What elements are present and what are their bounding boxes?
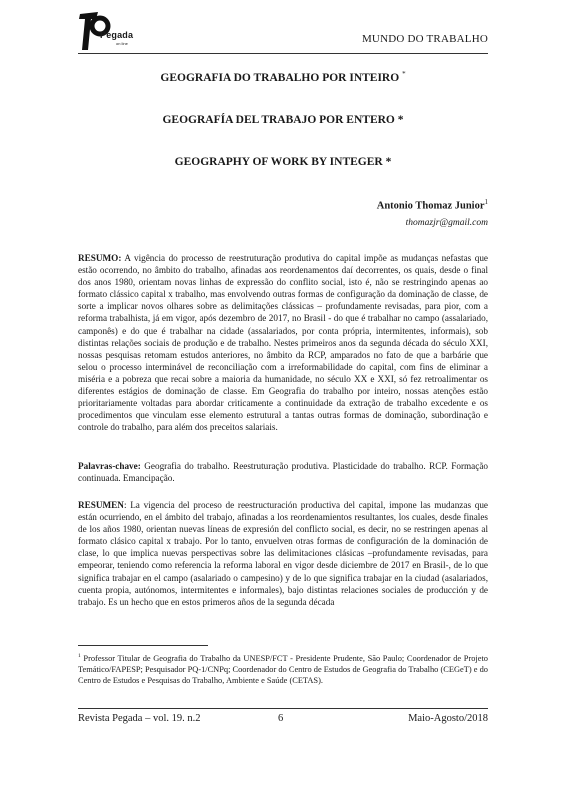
footnote-mark: 1: [78, 653, 81, 659]
logo-name: Pegada: [100, 30, 134, 40]
resumen-label: RESUMEN: [78, 500, 124, 510]
author-email: thomazjr@gmail.com: [405, 218, 488, 228]
title-asterisk: *: [402, 70, 406, 78]
resumen-text: : La vigencia del proceso de reestructuración productiva del capital, impone las mudanzas que están ocurriendo, en el ámbito del trabajo, afinadas a los reordenamientos resultantes, los cuales, desde finales de los años 1980, orientan nuevas líneas de expresión del conflicto social, es decir, no se restringen apenas al formato clásico capital x trabajo. Por lo tanto, envuelven otras formas de configuración de la dominación de clase, lo que implica nuevas perspectivas sobre las delimitaciones clásicas –profundamente revisadas, para empeorar, teniendo como referencia la reforma laboral en vigor desde diciembre de 2017 en Brasil-, de lo que significa trabajar en el campo (asalariado o campesino) y de lo que significa trabajar en la ciudad (asalariados, cuenta propia, autónomos, intermitentes e informales), bajo distintas relaciones sociales de producción y de trabajo. Es un hecho que en estos primeros años de la segunda década: [78, 500, 488, 607]
title-spanish: GEOGRAFÍA DEL TRABAJO POR ENTERO *: [162, 114, 404, 126]
author-name: [377, 198, 488, 212]
footnote-divider: [78, 645, 208, 646]
page-footer: [78, 713, 488, 729]
footer-date: Maio-Agosto/2018: [408, 713, 488, 724]
title-portuguese-text: GEOGRAFIA DO TRABALHO POR INTEIRO: [160, 71, 400, 84]
abstract-spanish: [78, 499, 488, 608]
footer-divider: [78, 708, 488, 709]
author-name-text: Antonio Thomaz Junior: [376, 200, 485, 212]
pegada-logo: [78, 10, 148, 52]
keywords-label: Palavras-chave:: [78, 461, 141, 471]
abstract-label: RESUMO:: [78, 253, 122, 263]
keywords: [78, 460, 488, 484]
footnote-text: Professor Titular de Geografia do Trabalho da UNESP/FCT - Presidente Prudente, São Paulo; Coordenador de Projeto Temático/FAPESP; Pesquisador PQ-1/CNPq; Coordenador do Centro de Estudos de Geografia do Trabalho (CEGeT) e do Centro de Estudos e Pesquisas do Trabalho, Ambiente e Saúde (CETAS).: [78, 653, 488, 685]
page-header: [78, 10, 488, 52]
footer-journal: Revista Pegada – vol. 19. n.2: [78, 713, 201, 724]
footer-page-number: 6: [278, 713, 284, 724]
abstract-portuguese: [78, 252, 488, 433]
footnote: [78, 651, 488, 686]
title-english: GEOGRAPHY OF WORK BY INTEGER *: [174, 156, 392, 168]
logo-subtitle: on line: [116, 41, 128, 46]
running-head: MUNDO DO TRABALHO: [361, 33, 488, 45]
title-portuguese: [78, 70, 488, 84]
author-footnote-mark: 1: [484, 198, 488, 206]
header-divider: [78, 53, 488, 54]
abstract-text: A vigência do processo de reestruturação produtiva do capital impõe as mudanças nefastas que estão ocorrendo, no âmbito do trabalho, afinadas aos reordenamentos daí decorrentes, os quais, desde o final dos anos 1980, orientam novas linhas de expressão do conflito social, isto é, não se restringindo apenas ao formato clássico capital x trabalho, mas envolvendo outras formas de configuração da dominação de classe, de sorte a implicar novos olhares sobre as delimitações clássicas – profundamente revisadas, para pior, com a reforma trabalhista, já em vigor, após dezembro de 2017, no Brasil - do que é trabalhar no campo (assalariado, camponês) e do que é trabalhar na cidade (assalariados, por conta própria, intermitentes, informais), sob distintas relações sociais de produção e de trabalho. Nestes primeiros anos da segunda década do século XXI, nossas pesquisas retomam estudos anteriores, no âmbito da RCP, amparados no fato de que a barbárie que selou o processo interminável de reconciliação com a irreformabilidade do capital, com fins de eliminar a miséria e a pobreza que recai sobre a maioria da humanidade, no século XX e XXI, só fez retroalimentar os diferentes estágios de dominação de classe. Em Geografia do trabalho por inteiro, nossas atenções estão prioritariamente voltadas para abordar criticamente a continuidade da extração de trabalho excedente e os procedimentos que vinculam esse elemento estrutural a tantas outras formas de dominação, subordinação e controle do trabalho, para além dos preceitos salariais.: [78, 253, 488, 433]
keywords-text: Geografia do trabalho. Reestruturação produtiva. Plasticidade do trabalho. RCP. Formação continuada. Emancipação.: [78, 461, 489, 484]
